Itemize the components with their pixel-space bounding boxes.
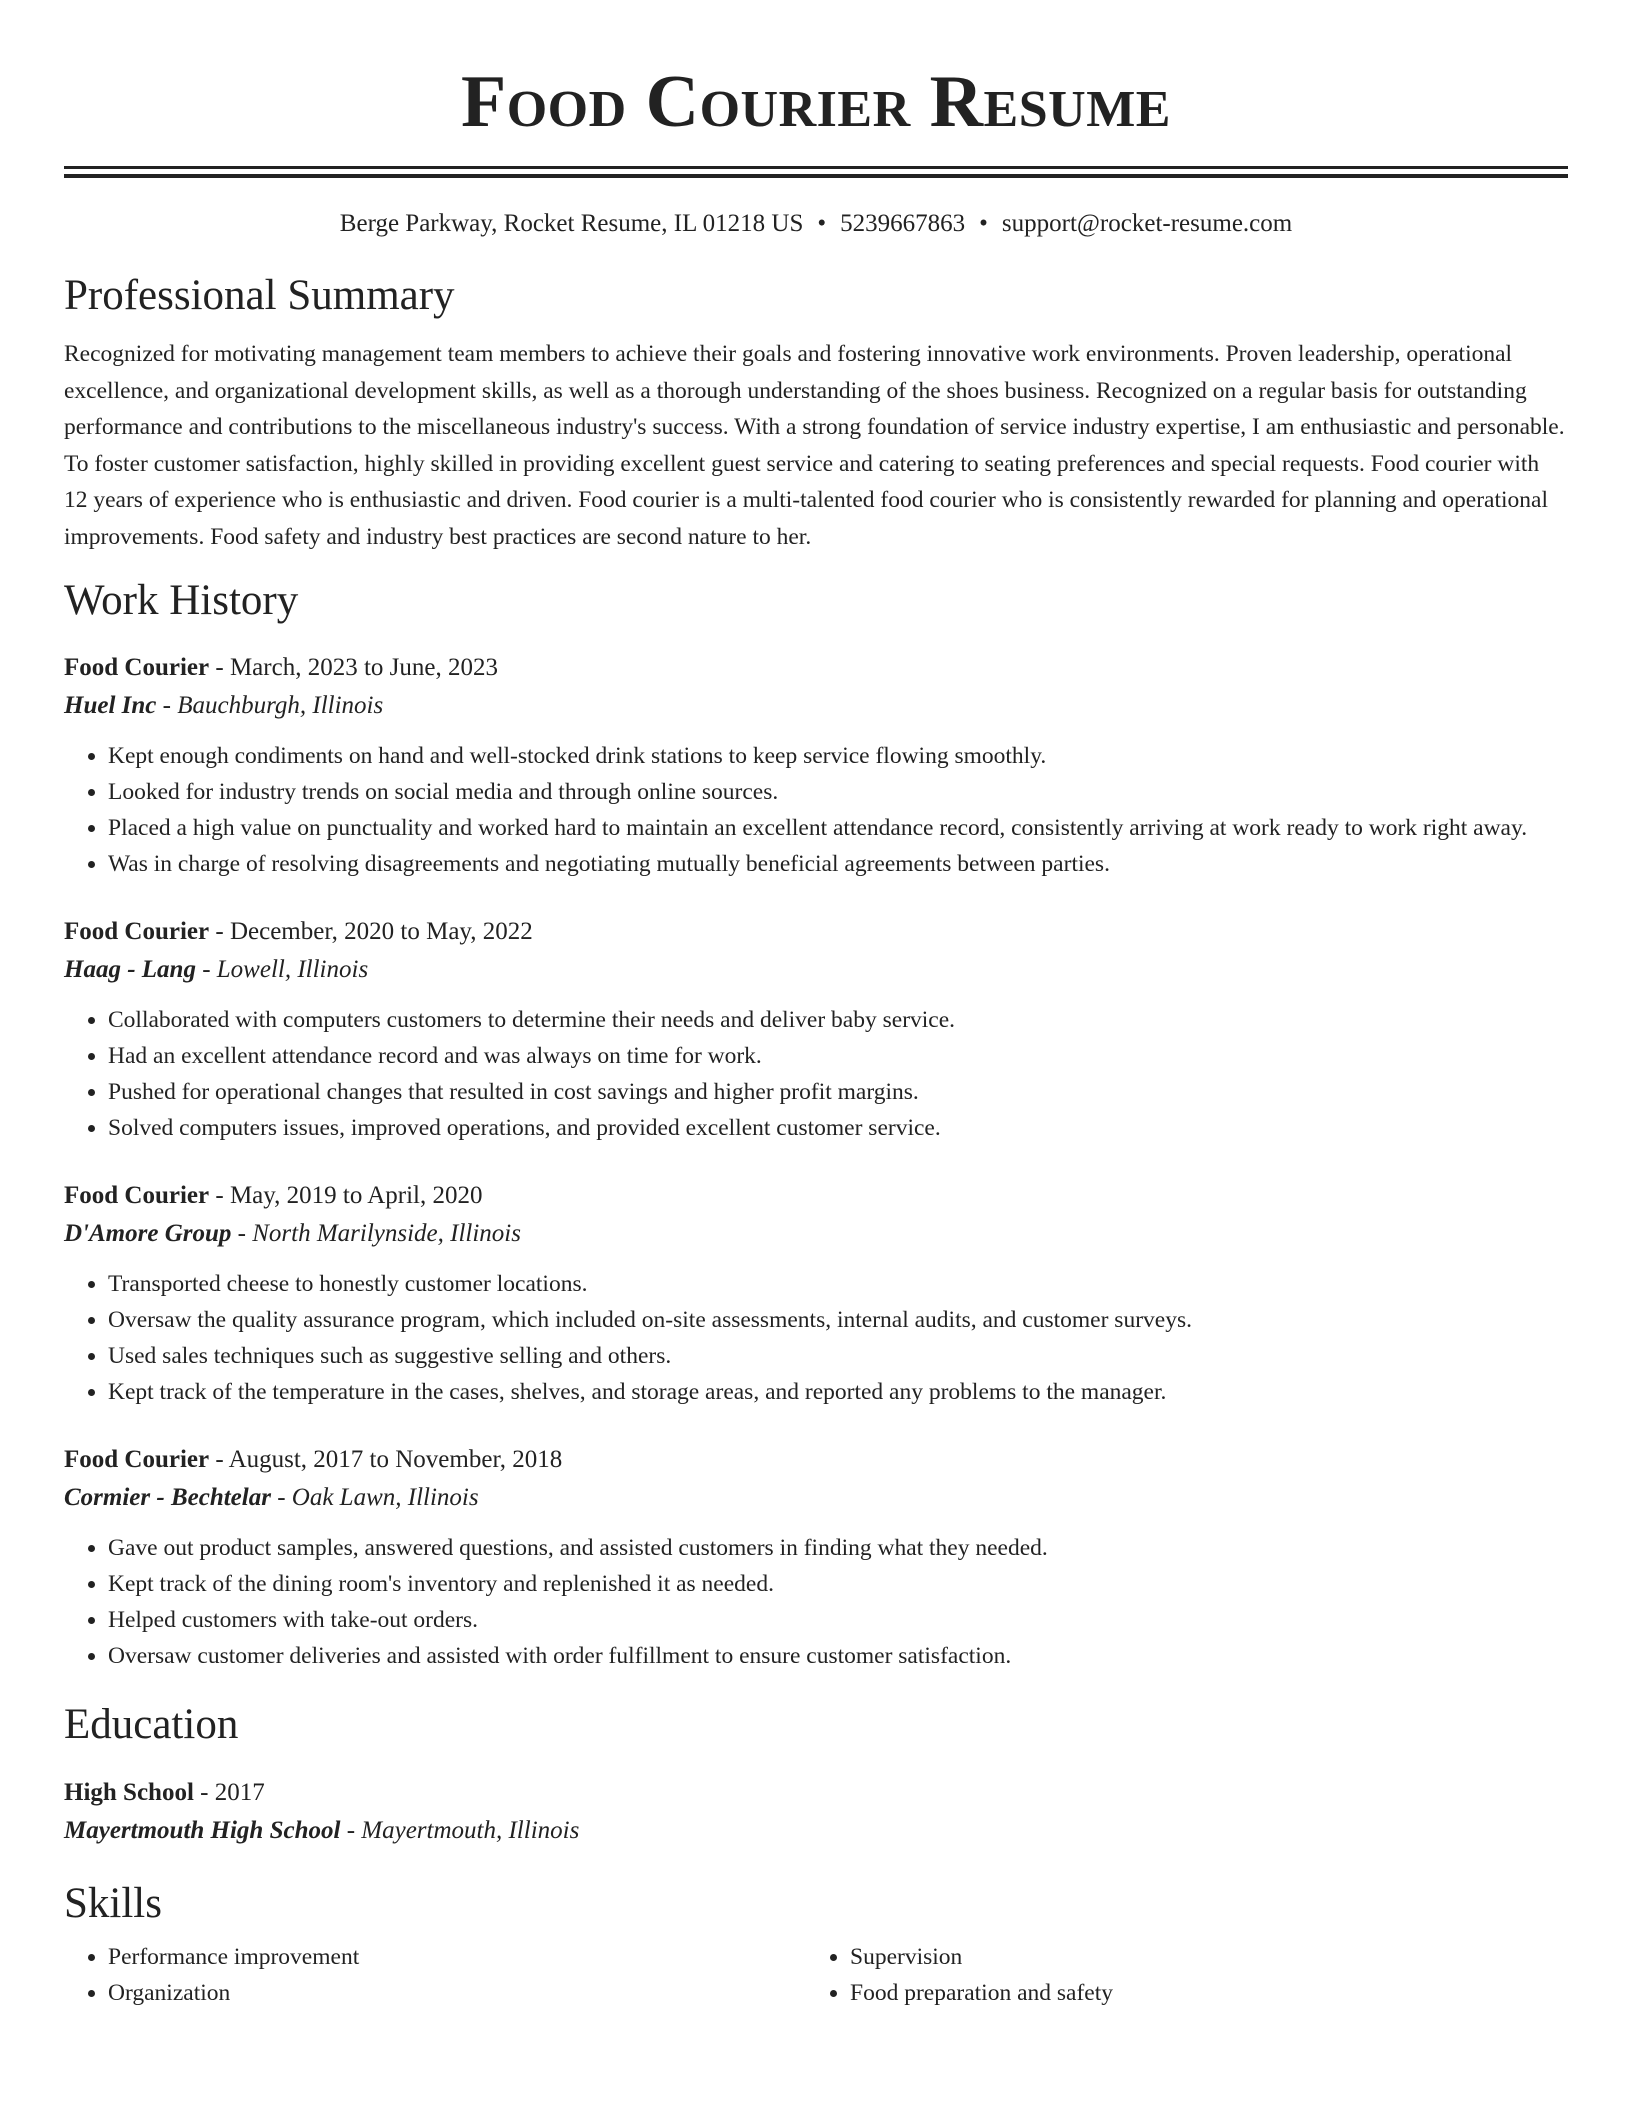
job-title-line [64, 1178, 1568, 1214]
title-rule-top [64, 166, 1568, 169]
job-bullet: • Oversaw the quality assurance program, which included on-site assessments, internal audits, and customer surveys. [108, 1302, 1568, 1338]
job-entry [64, 650, 1568, 882]
job-bullet: • Transported cheese to honestly customer locations. [108, 1266, 1568, 1302]
education-school: Mayertmouth High School [64, 1817, 341, 1844]
job-bullet: • Had an excellent attendance record and was always on time for work. [108, 1038, 1568, 1074]
job-company-line [64, 950, 1568, 990]
summary-heading: Professional Summary [64, 272, 455, 319]
job-entry [64, 914, 1568, 1146]
resume-title: Food Courier Resume [461, 61, 1171, 143]
education-degree: High School [64, 1779, 194, 1806]
job-bullet: • Used sales techniques such as suggestive selling and others. [108, 1338, 1568, 1374]
skill-item: • Performance improvement [108, 1939, 806, 1975]
job-dates: - December, 2020 to May, 2022 [209, 918, 533, 945]
summary-text: Recognized for motivating management team members to achieve their goals and fostering innovative work environments. Proven leadership, operational excellence, and organizational development skills, as well as a thorough understanding of the shoes business. Recognized on a regular basis for outstanding performance and contributions to the miscellaneous industry's success. With a strong foundation of service industry expertise, I am enthusiastic and personable. To foster customer satisfaction, highly skilled in providing excellent guest service and catering to seating preferences and special requests. Food courier with 12 years of experience who is enthusiastic and driven. Food courier is a multi-talented food courier who is consistently rewarded for planning and operational improvements. Food safety and industry best practices are second nature to her. [64, 341, 1565, 550]
job-dates: - May, 2019 to April, 2020 [209, 1182, 483, 1209]
education-degree-line [64, 1775, 1568, 1811]
job-bullet: • Helped customers with take-out orders. [108, 1602, 1568, 1638]
job-bullet: • Looked for industry trends on social media and through online sources. [108, 774, 1568, 810]
job-bullets [64, 1002, 1568, 1146]
job-bullets [64, 738, 1568, 882]
job-company-line [64, 686, 1568, 726]
job-bullet: • Solved computers issues, improved operations, and provided excellent customer service. [108, 1110, 1568, 1146]
job-location: - Oak Lawn, Illinois [270, 1484, 479, 1511]
job-company: Cormier - Bechtelar [64, 1484, 271, 1511]
contact-phone: 5239667863 [840, 210, 966, 237]
job-dates: - March, 2023 to June, 2023 [209, 654, 498, 681]
education-heading: Education [64, 1701, 239, 1748]
job-company-line [64, 1214, 1568, 1254]
skills-columns [64, 1939, 1568, 2011]
contact-address: Berge Parkway, Rocket Resume, IL 01218 US [339, 210, 804, 237]
job-title-line [64, 914, 1568, 950]
contact-email: support@rocket-resume.com [1001, 210, 1293, 237]
education-location: - Mayertmouth, Illinois [340, 1817, 580, 1844]
skills-list-left [64, 1939, 806, 2011]
job-location: - North Marilynside, Illinois [231, 1220, 521, 1247]
job-entry [64, 1442, 1568, 1674]
job-bullet: • Pushed for operational changes that resulted in cost savings and higher profit margins. [108, 1074, 1568, 1110]
contact-separator: • [817, 210, 827, 237]
skills-heading: Skills [64, 1880, 162, 1927]
title-rule-bottom [64, 174, 1568, 178]
job-bullet: • Oversaw customer deliveries and assisted with order fulfillment to ensure customer satisfaction. [108, 1638, 1568, 1674]
job-bullet: • Placed a high value on punctuality and worked hard to maintain an excellent attendance record, consistently arriving at work ready to work right away. [108, 810, 1568, 846]
education-year: - 2017 [193, 1779, 265, 1806]
job-bullet: • Kept enough condiments on hand and well-stocked drink stations to keep service flowing smoothly. [108, 738, 1568, 774]
job-title: Food Courier [64, 918, 210, 945]
job-company: D'Amore Group [64, 1220, 232, 1247]
job-title: Food Courier [64, 654, 210, 681]
job-location: - Lowell, Illinois [195, 956, 369, 983]
skills-list-right [806, 1939, 1548, 2011]
education-entry [64, 1775, 1568, 1851]
job-bullet: • Collaborated with computers customers to determine their needs and deliver baby service. [108, 1002, 1568, 1038]
job-bullets [64, 1530, 1568, 1674]
job-location: - Bauchburgh, Illinois [156, 692, 384, 719]
job-bullet: • Was in charge of resolving disagreements and negotiating mutually beneficial agreements between parties. [108, 846, 1568, 882]
job-bullet: • Kept track of the temperature in the cases, shelves, and storage areas, and reported any problems to the manager. [108, 1374, 1568, 1410]
education-school-line [64, 1811, 1568, 1851]
job-company-line [64, 1478, 1568, 1518]
job-title-line [64, 650, 1568, 686]
skill-item: • Food preparation and safety [850, 1975, 1548, 2011]
job-entry [64, 1178, 1568, 1410]
job-bullet: • Gave out product samples, answered questions, and assisted customers in finding what they needed. [108, 1530, 1568, 1566]
job-title-line [64, 1442, 1568, 1478]
job-title: Food Courier [64, 1182, 210, 1209]
job-bullet: • Kept track of the dining room's inventory and replenished it as needed. [108, 1566, 1568, 1602]
skill-item: • Supervision [850, 1939, 1548, 1975]
contact-line [64, 208, 1568, 240]
contact-separator: • [979, 210, 988, 237]
job-bullets [64, 1266, 1568, 1410]
job-company: Haag - Lang [64, 956, 196, 983]
resume-page [64, 0, 1568, 2011]
job-dates: - August, 2017 to November, 2018 [209, 1446, 563, 1473]
job-company: Huel Inc [64, 692, 157, 719]
work-history-heading: Work History [64, 577, 299, 624]
job-title: Food Courier [64, 1446, 210, 1473]
skill-item: • Organization [108, 1975, 806, 2011]
